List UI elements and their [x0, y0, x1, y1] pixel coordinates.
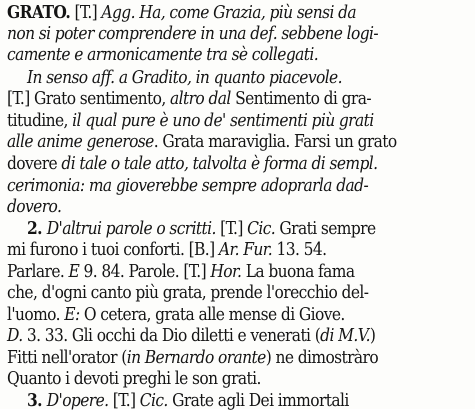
entry-text-segment: [T.] [70, 2, 102, 23]
entry-text-segment: 9. 84. Parole. [T.] [79, 261, 211, 282]
entry-text-segment: D'opere. [46, 390, 109, 411]
entry-text-segment: Grate agli Dei immortali [167, 390, 349, 411]
entry-text-segment: di M.V. [320, 325, 370, 346]
entry-line [7, 132, 397, 152]
entry-line [7, 154, 377, 174]
entry-text-segment: D. [7, 325, 23, 346]
entry-text-segment: . Grata maraviglia. Farsi un grato [153, 131, 397, 152]
entry-text-segment: cerimonia: ma gioverebbe sempre adoprarla dad- [7, 175, 369, 196]
entry-text-segment: Ar. Fur. [218, 239, 273, 260]
entry-text-segment: Sentimento di gra- [230, 88, 371, 109]
entry-line [7, 111, 374, 131]
entry-text-segment: di tale o tale atto, talvolta è forma di sempl. [61, 153, 378, 174]
entry-line [7, 240, 326, 260]
entry-line [7, 369, 261, 389]
entry-line [7, 45, 318, 65]
entry-line [27, 391, 349, 411]
entry-text-segment: Grati sempre [275, 218, 376, 239]
entry-text-segment: alle anime generose [7, 131, 154, 152]
entry-text-segment: D'altrui parole o scritti. [46, 218, 216, 239]
entry-line [27, 68, 342, 88]
entry-text-segment: altro dal [170, 88, 231, 109]
entry-text-segment: Quanto i devoti preghi le son grati. [7, 368, 261, 389]
entry-text-segment: GRATO. [7, 2, 71, 23]
entry-text-segment: l'uomo. [7, 304, 65, 325]
entry-text-segment: ) ne dimostràro [265, 347, 379, 368]
entry-line [7, 176, 368, 196]
entry-line [7, 305, 345, 325]
entry-line [27, 219, 376, 239]
entry-text-segment: Agg. Ha, come Grazia, più sensi da [101, 2, 357, 23]
entry-text-segment: ) [369, 325, 376, 346]
entry-text-segment: [T.] [215, 218, 248, 239]
entry-text-segment: dovero. [7, 196, 62, 217]
entry-text-segment: il qual pure è uno de' sentimenti più grati [72, 110, 374, 131]
entry-text-segment: titudine, [7, 110, 73, 131]
entry-text-segment: camente e armonicamente tra sè collegati. [7, 44, 319, 65]
entry-text-segment: E [68, 261, 80, 282]
entry-line [7, 197, 61, 217]
entry-text-segment: non si poter comprendere in una def. sebbene logi- [7, 23, 379, 44]
entry-text-segment: E: [64, 304, 80, 325]
entry-text-segment: Parlare. [7, 261, 69, 282]
entry-line [7, 3, 356, 23]
entry-text-segment: che, d'ogni canto più grata, prende l'orecchio del- [7, 282, 369, 303]
entry-text-segment: Cic. [139, 390, 168, 411]
entry-text-segment: 13. 54. [272, 239, 327, 260]
entry-text-segment: La buona fama [241, 261, 355, 282]
entry-line [7, 326, 375, 346]
entry-text-segment: [T.] Grato sentimento, [7, 88, 171, 109]
entry-line [7, 348, 378, 368]
entry-text-segment: Fitti nell'orator ( [7, 347, 127, 368]
entry-text-segment: Cic. [247, 218, 276, 239]
entry-text-segment: dovere [7, 153, 62, 174]
entry-text-segment: 3. 33. Gli occhi da Dio diletti e venerati ( [22, 325, 321, 346]
entry-text-segment: 2. [27, 218, 47, 239]
entry-text-segment: in Bernardo orante [126, 347, 266, 368]
entry-text-segment: mi furono i tuoi conforti. [B.] [7, 239, 219, 260]
entry-text-segment: O cetera, grata alle mense di Giove. [79, 304, 345, 325]
entry-text-segment: In senso aff. a Gradito, in quanto piacevole. [27, 67, 342, 88]
entry-line [7, 262, 354, 282]
entry-text-segment: Hor. [210, 261, 242, 282]
entry-line [7, 283, 368, 303]
entry-text-segment: 3. [27, 390, 47, 411]
entry-line [7, 24, 378, 44]
entry-text-segment: [T.] [108, 390, 140, 411]
entry-line [7, 89, 371, 109]
